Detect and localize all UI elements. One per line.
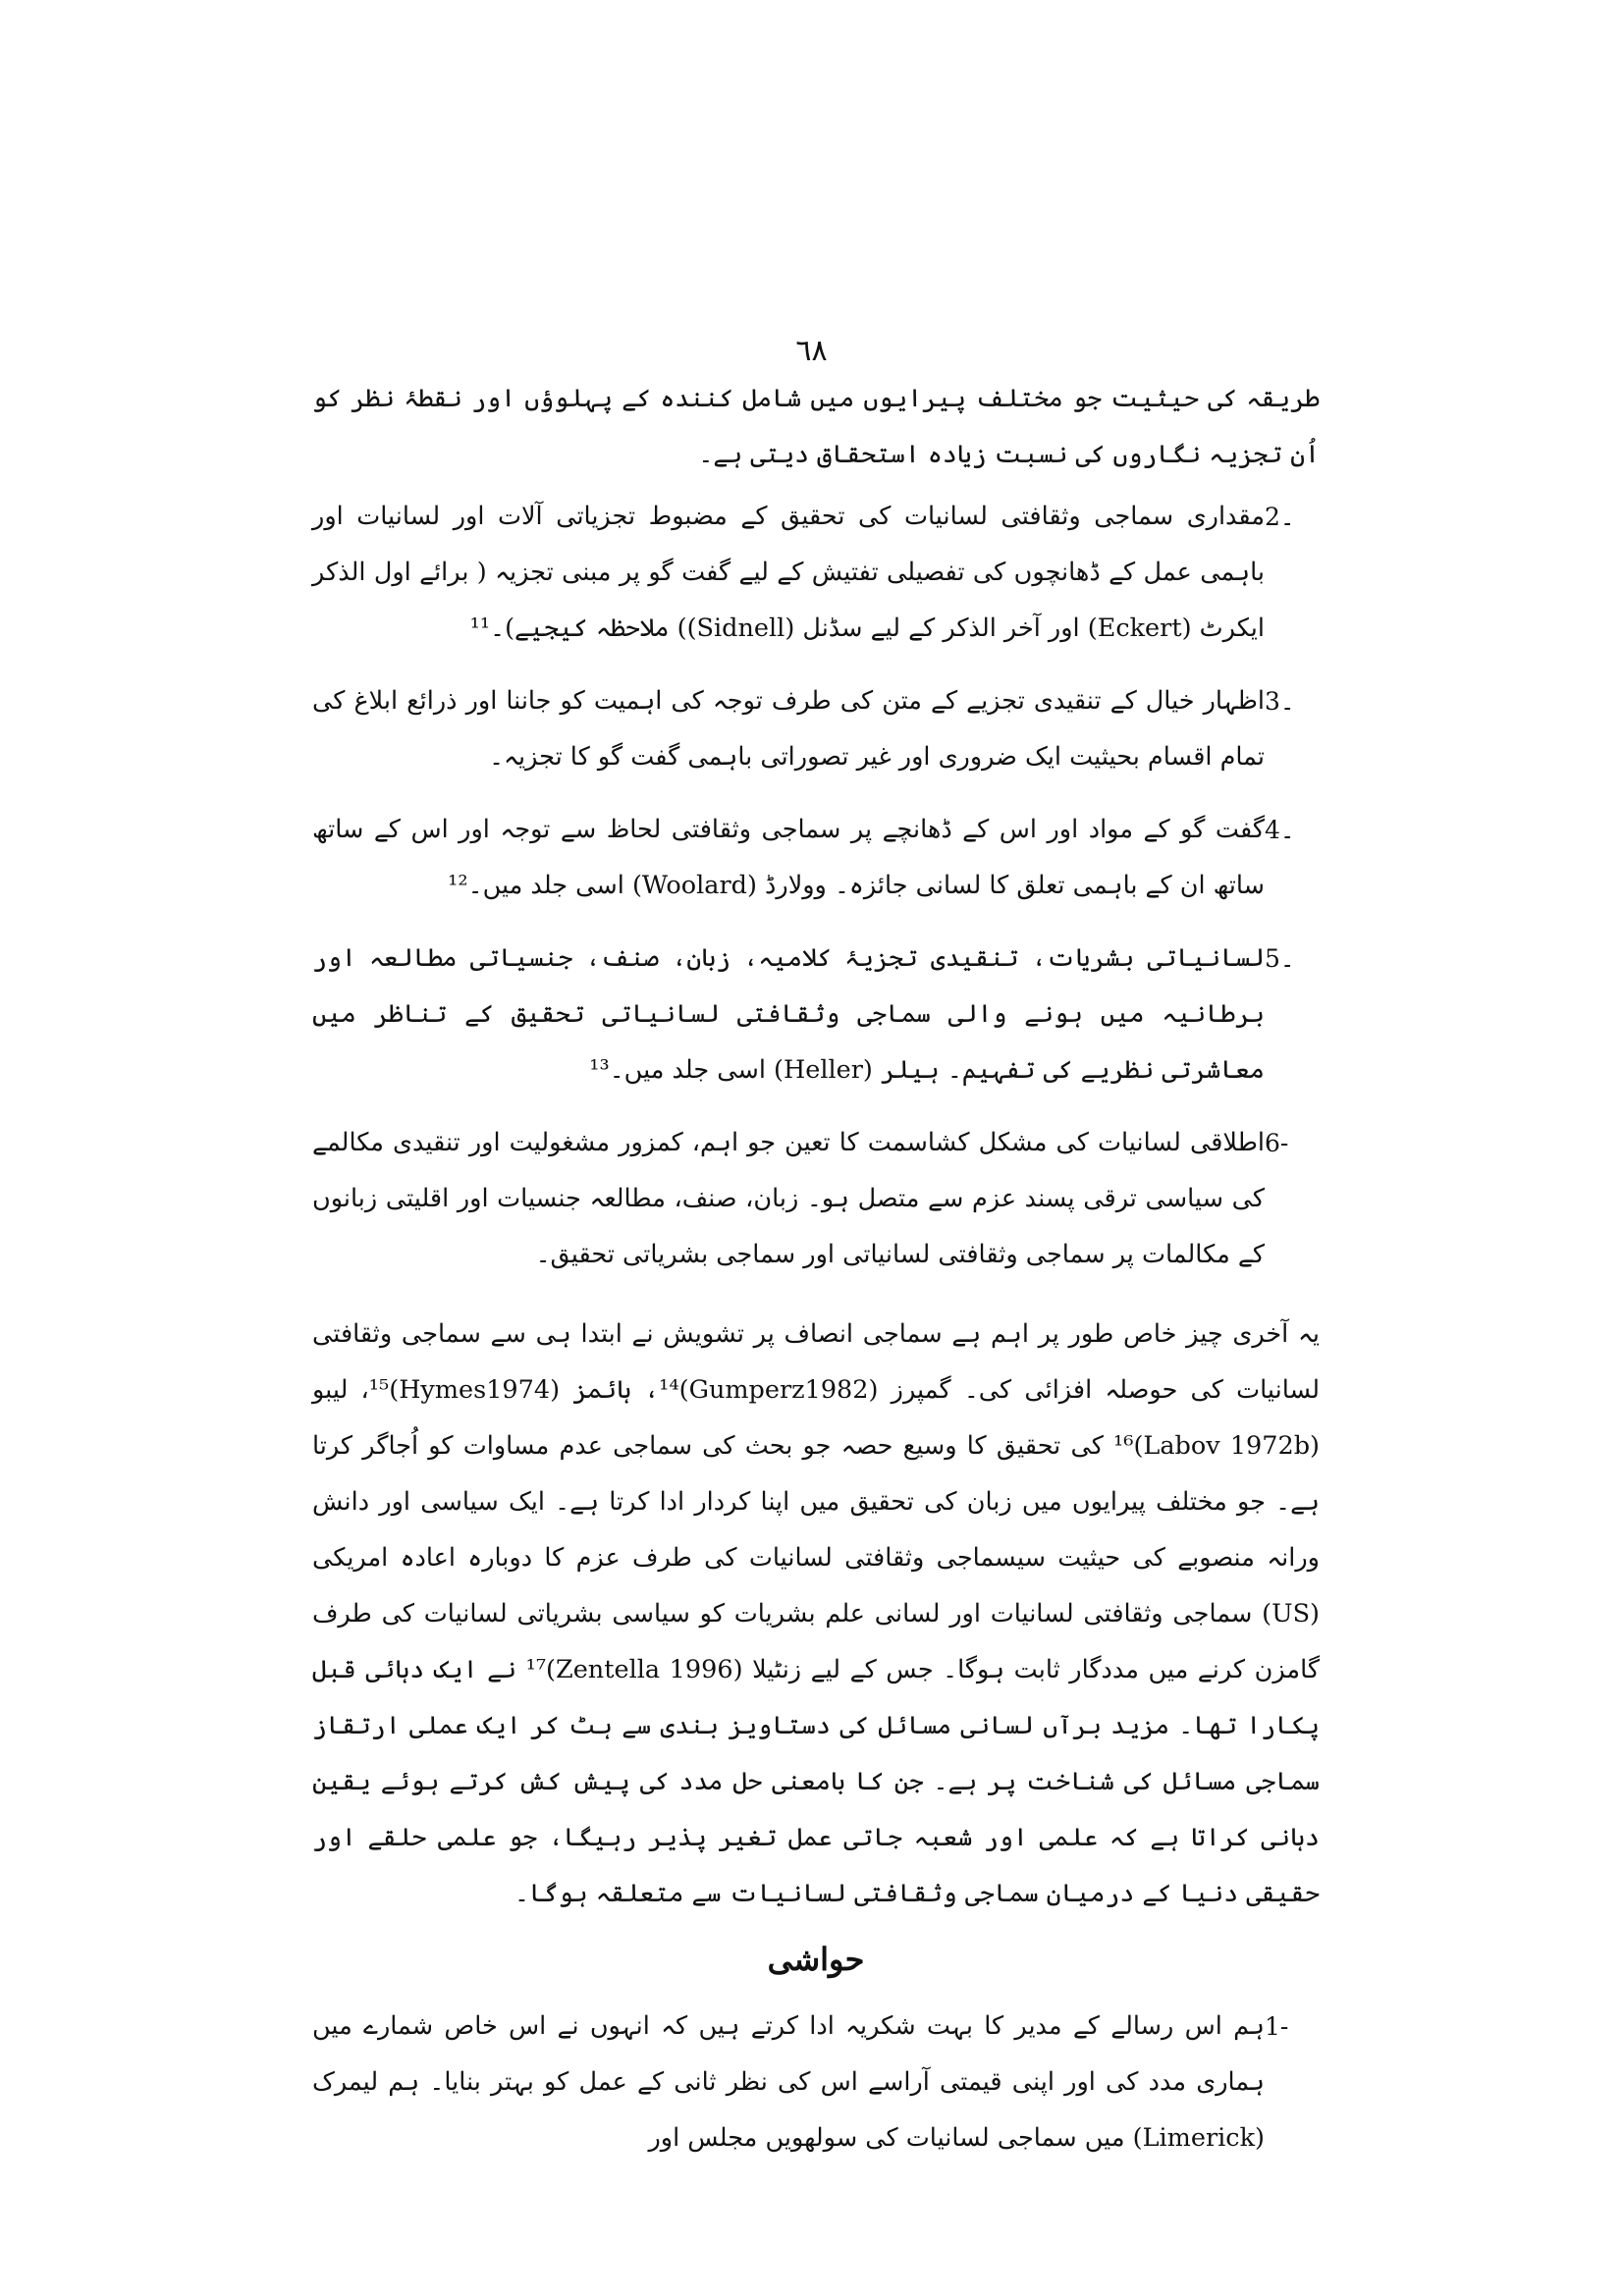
- list-item-text: گفت گو کے مواد اور اس کے ڈھانچے پر سماجی وثقافتی لحاظ سے توجہ اور اس کے ساتھ ساتھ ان کے باہمی تعلق کا لسانی جائزہ۔ وولارڈ (Woolard) اسی جلد میں۔¹²: [312, 815, 1265, 900]
- list-item-number: 4۔: [1265, 816, 1295, 844]
- note-item: [312, 1999, 1320, 2166]
- list-item: [312, 489, 1320, 657]
- list-item: [312, 802, 1320, 914]
- notes-list: [312, 1999, 1320, 2166]
- note-text: ہم اس رسالے کے مدیر کا بہت شکریہ ادا کرتے ہیں کہ انہوں نے اس خاص شمارے میں ہماری مدد کی اور اپنی قیمتی آراسے اس کی نظر ثانی کے عمل کو بہتر بنایا۔ ہم لیمرک (Limerick) میں سماجی لسانیات کی سولھویں مجلس اور: [312, 2011, 1265, 2153]
- list-item: [312, 673, 1320, 785]
- numbered-list: [312, 489, 1320, 1283]
- page-content: [312, 371, 1320, 2166]
- list-item-number: 6-: [1265, 1129, 1289, 1157]
- intro-continuation-paragraph: طریقہ کی حیثیت جو مختلف پیرایوں میں شامل کنندہ کے پہلوؤں اور نقطۂ نظر کو اُن تجزیہ نگاروں کی نسبت زیادہ استحقاق دیتی ہے۔: [312, 384, 1320, 469]
- closing-paragraph: یہ آخری چیز خاص طور پر اہم ہے سماجی انصاف پر تشویش نے ابتدا ہی سے سماجی وثقافتی لسانیات کی حوصلہ افزائی کی۔ گمپرز (Gumperz1982)¹⁴، ہائمز (Hymes1974)¹⁵، لیبو (Labov 1972b)¹⁶ کی تحقیق کا وسیع حصہ جو بحث کی سماجی عدم مساوات کو اُجاگر کرتا ہے۔ جو مختلف پیرایوں میں زبان کی تحقیق میں اپنا کردار ادا کرتا ہے۔ ایک سیاسی اور دانش ورانہ منصوبے کی حیثیت سیسماجی وثقافتی لسانیات کی طرف عزم کا دوبارہ اعادہ امریکی (US) سماجی وثقافتی لسانیات اور لسانی علم بشریات کو سیاسی بشریاتی لسانیات کی طرف گامزن کرنے میں مددگار ثابت ہوگا۔ جس کے لیے زنٹیلا (Zentella 1996)¹⁷ نے ایک دہائی قبل پکارا تھا۔ مزید برآں لسانی مسائل کی دستاویز بندی سے ہٹ کر ایک عملی ارتقاز سماجی مسائل کی شناخت پر ہے۔ جن کا بامعنی حل مدد کی پیش کش کرتے ہوئے یقین دہانی کراتا ہے کہ علمی اور شعبہ جاتی عمل تغیر پذیر رہیگا، جو علمی حلقے اور حقیقی دنیا کے درمیان سماجی وثقافتی لسانیات سے متعلقہ ہوگا۔: [312, 1319, 1320, 1908]
- list-item-number: 3۔: [1265, 687, 1295, 716]
- list-item-number: 2۔: [1265, 503, 1295, 531]
- list-item: [312, 1115, 1320, 1283]
- list-item-text: اظہار خیال کے تنقیدی تجزیے کے متن کی طرف توجہ کی اہمیت کو جاننا اور ذرائع ابلاغ کی تمام اقسام بحیثیت ایک ضروری اور غیر تصوراتی باہمی گفت گو کا تجزیہ۔: [312, 686, 1265, 772]
- list-item-text: اطلاقی لسانیات کی مشکل کشاسمت کا تعین جو اہم، کمزور مشغولیت اور تنقیدی مکالمے کی سیاسی ترقی پسند عزم سے متصل ہو۔ زبان، صنف، مطالعہ جنسیات اور اقلیتی زبانوں کے مکالمات پر سماجی وثقافتی لسانیاتی اور سماجی بشریاتی تحقیق۔: [312, 1128, 1265, 1269]
- notes-heading: حواشی: [767, 1941, 865, 1978]
- list-item-text: مقداری سماجی وثقافتی لسانیات کی تحقیق کے مضبوط تجزیاتی آلات اور لسانیات اور باہمی عمل کے ڈھانچوں کی تفصیلی تفتیش کے لیے گفت گو پر مبنی تجزیہ ( برائے اول الذکر ایکرٹ (Eckert) اور آخر الذکر کے لیے سڈنل (Sidnell)) ملاحظہ کیجیے)۔¹¹: [312, 502, 1265, 643]
- note-number: 1-: [1265, 2012, 1289, 2041]
- list-item-text: لسانیاتی بشریات، تنقیدی تجزیۂ کلامیہ، زبان، صنف، جنسیاتی مطالعہ اور برطانیہ میں ہونے والی سماجی وثقافتی لسانیاتی تحقیق کے تناظر میں معاشرتی نظریے کی تفہیم۔ ہیلر (Heller) اسی جلد میں۔¹³: [312, 943, 1265, 1085]
- page-number: ٦٨: [795, 334, 828, 368]
- list-item-number: 5۔: [1265, 944, 1295, 973]
- list-item: [312, 931, 1320, 1098]
